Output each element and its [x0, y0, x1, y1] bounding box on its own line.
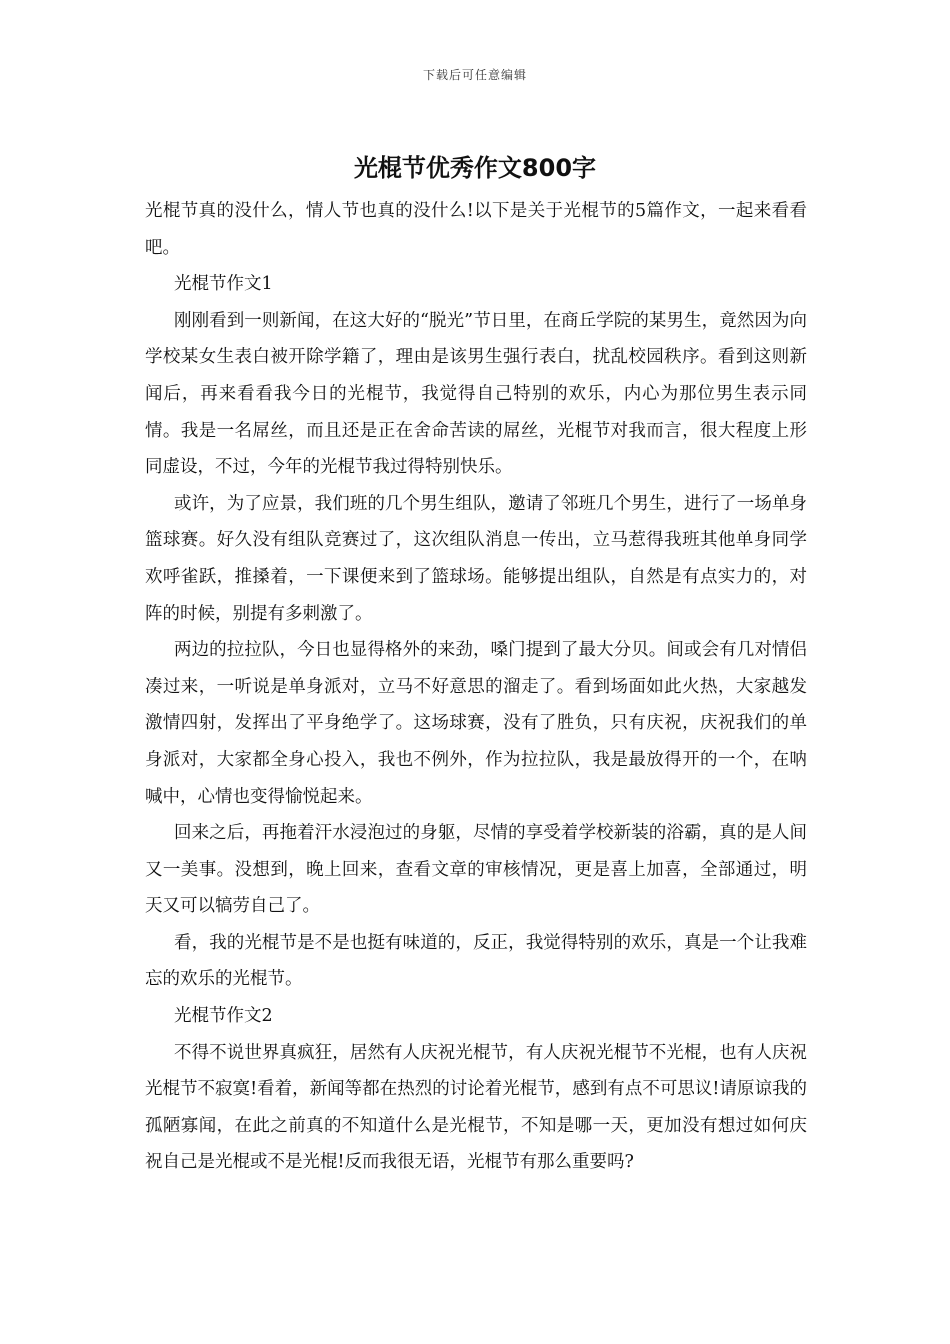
essay-1-paragraph: 刚刚看到一则新闻，在这大好的“脱光”节日里，在商丘学院的某男生，竟然因为向学校某女生表白被开除学籍了，理由是该男生强行表白，扰乱校园秩序。看到这则新闻后，再来看看我今日的光棍节，我觉得自己特别的欢乐，内心为那位男生表示同情。我是一名屌丝，而且还是正在舍命苦读的屌丝，光棍节对我而言，很大程度上形同虚设，不过，今年的光棍节我过得特别快乐。 — [145, 310, 807, 478]
page-header-note: 下载后可任意编辑 — [422, 68, 527, 82]
essay-1-paragraph: 或许，为了应景，我们班的几个男生组队，邀请了邻班几个男生，进行了一场单身篮球赛。好久没有组队竞赛过了，这次组队消息一传出，立马惹得我班其他单身同学欢呼雀跃，推搡着，一下课便来到了篮球场。能够提出组队，自然是有点实力的，对阵的时候，别提有多刺激了。 — [145, 493, 807, 624]
intro-paragraph: 光棍节真的没什么，情人节也真的没什么!以下是关于光棍节的5篇作文，一起来看看吧。 — [145, 201, 807, 258]
essay-1-heading: 光棍节作文1 — [174, 274, 273, 295]
essay-1-paragraph: 两边的拉拉队，今日也显得格外的来劲，嗓门提到了最大分贝。间或会有几对情侣凑过来，一听说是单身派对，立马不好意思的溜走了。看到场面如此火热，大家越发激情四射，发挥出了平身绝学了。这场球赛，没有了胜负，只有庆祝，庆祝我们的单身派对，大家都全身心投入，我也不例外，作为拉拉队，我是最放得开的一个，在呐喊中，心情也变得愉悦起来。 — [145, 640, 807, 807]
document-body — [145, 193, 807, 1181]
essay-1-paragraph: 看，我的光棍节是不是也挺有味道的，反正，我觉得特别的欢乐，真是一个让我难忘的欢乐的光棍节。 — [145, 932, 807, 990]
essay-2-paragraph: 不得不说世界真疯狂，居然有人庆祝光棍节，有人庆祝光棍节不光棍，也有人庆祝光棍节不寂寞!看着，新闻等都在热烈的讨论着光棍节，感到有点不可思议!请原谅我的孤陋寡闻，在此之前真的不知道什么是光棍节，不知是哪一天，更加没有想过如何庆祝自己是光棍或不是光棍!反而我很无语，光棍节有那么重要吗? — [145, 1042, 807, 1173]
document-title: 光棍节优秀作文800字 — [353, 154, 597, 182]
essay-1-paragraph: 回来之后，再拖着汗水浸泡过的身躯，尽情的享受着学校新装的浴霸，真的是人间又一美事。没想到，晚上回来，查看文章的审核情况，更是喜上加喜，全部通过，明天又可以犒劳自己了。 — [145, 823, 807, 917]
essay-2-heading: 光棍节作文2 — [174, 1006, 273, 1027]
